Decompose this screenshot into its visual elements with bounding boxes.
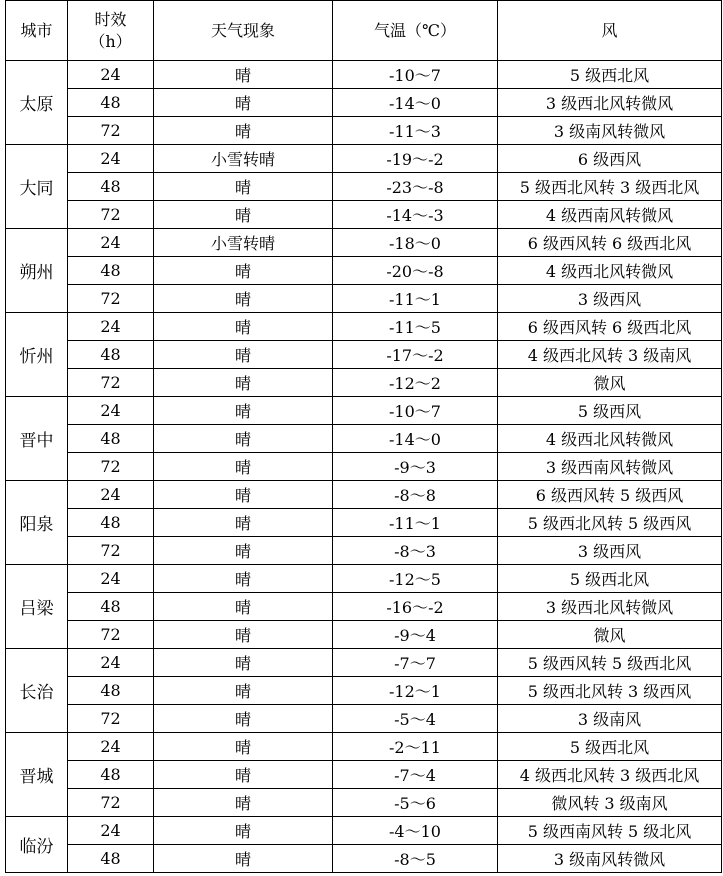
weather-cell: 晴 xyxy=(154,761,333,789)
period-cell: 24 xyxy=(68,145,154,173)
period-cell: 48 xyxy=(68,845,154,873)
temperature-cell: -23～-8 xyxy=(333,173,498,201)
temperature-cell: -10～7 xyxy=(333,397,498,425)
table-row xyxy=(6,201,722,229)
table-row xyxy=(6,89,722,117)
temperature-cell: -11～3 xyxy=(333,117,498,145)
period-cell: 48 xyxy=(68,341,154,369)
period-cell: 48 xyxy=(68,761,154,789)
wind-cell: 5 级西北风 xyxy=(498,733,722,761)
wind-cell: 5 级西南风转 5 级北风 xyxy=(498,817,722,845)
wind-cell: 微风转 3 级南风 xyxy=(498,789,722,817)
wind-cell: 6 级西风 xyxy=(498,145,722,173)
temperature-cell: -5～4 xyxy=(333,705,498,733)
header-city: 城市 xyxy=(6,1,68,61)
temperature-cell: -17～-2 xyxy=(333,341,498,369)
table-row xyxy=(6,733,722,761)
weather-cell: 晴 xyxy=(154,425,333,453)
weather-cell: 晴 xyxy=(154,845,333,873)
temperature-cell: -20～-8 xyxy=(333,257,498,285)
table-row xyxy=(6,845,722,873)
period-cell: 72 xyxy=(68,789,154,817)
weather-cell: 晴 xyxy=(154,817,333,845)
wind-cell: 微风 xyxy=(498,369,722,397)
weather-cell: 晴 xyxy=(154,61,333,89)
wind-cell: 3 级西南风转微风 xyxy=(498,453,722,481)
table-row xyxy=(6,593,722,621)
wind-cell: 6 级西风转 6 级西北风 xyxy=(498,313,722,341)
wind-cell: 5 级西北风转 5 级西风 xyxy=(498,509,722,537)
period-cell: 48 xyxy=(68,593,154,621)
weather-cell: 晴 xyxy=(154,733,333,761)
temperature-cell: -12～2 xyxy=(333,369,498,397)
city-cell: 太原 xyxy=(6,61,68,145)
table-row xyxy=(6,789,722,817)
wind-cell: 4 级西南风转微风 xyxy=(498,201,722,229)
period-cell: 72 xyxy=(68,285,154,313)
period-cell: 72 xyxy=(68,453,154,481)
city-cell: 忻州 xyxy=(6,313,68,397)
table-row xyxy=(6,677,722,705)
period-cell: 48 xyxy=(68,425,154,453)
wind-cell: 4 级西北风转微风 xyxy=(498,257,722,285)
weather-cell: 晴 xyxy=(154,369,333,397)
period-cell: 72 xyxy=(68,201,154,229)
header-period-line2: （h） xyxy=(89,31,132,51)
temperature-cell: -9～3 xyxy=(333,453,498,481)
table-row xyxy=(6,369,722,397)
temperature-cell: -19～-2 xyxy=(333,145,498,173)
period-cell: 24 xyxy=(68,481,154,509)
table-row xyxy=(6,565,722,593)
wind-cell: 3 级南风转微风 xyxy=(498,117,722,145)
wind-cell: 5 级西风 xyxy=(498,397,722,425)
city-cell: 临汾 xyxy=(6,817,68,873)
wind-cell: 3 级西风 xyxy=(498,537,722,565)
weather-cell: 小雪转晴 xyxy=(154,145,333,173)
table-row xyxy=(6,229,722,257)
temperature-cell: -14～-3 xyxy=(333,201,498,229)
header-wind: 风 xyxy=(498,1,722,61)
table-row xyxy=(6,509,722,537)
weather-cell: 晴 xyxy=(154,649,333,677)
city-cell: 阳泉 xyxy=(6,481,68,565)
period-cell: 24 xyxy=(68,313,154,341)
wind-cell: 6 级西风转 6 级西北风 xyxy=(498,229,722,257)
table-row xyxy=(6,313,722,341)
temperature-cell: -8～5 xyxy=(333,845,498,873)
weather-cell: 晴 xyxy=(154,201,333,229)
temperature-cell: -16～-2 xyxy=(333,593,498,621)
temperature-cell: -18～0 xyxy=(333,229,498,257)
period-cell: 24 xyxy=(68,649,154,677)
header-weather: 天气现象 xyxy=(154,1,333,61)
table-row xyxy=(6,397,722,425)
temperature-cell: -7～7 xyxy=(333,649,498,677)
weather-cell: 晴 xyxy=(154,397,333,425)
wind-cell: 微风 xyxy=(498,621,722,649)
wind-cell: 3 级南风 xyxy=(498,705,722,733)
weather-cell: 晴 xyxy=(154,257,333,285)
temperature-cell: -7～4 xyxy=(333,761,498,789)
wind-cell: 3 级西北风转微风 xyxy=(498,593,722,621)
header-temperature: 气温（℃） xyxy=(333,1,498,61)
city-cell: 朔州 xyxy=(6,229,68,313)
wind-cell: 5 级西北风转 3 级西风 xyxy=(498,677,722,705)
table-row xyxy=(6,537,722,565)
period-cell: 72 xyxy=(68,369,154,397)
table-row xyxy=(6,425,722,453)
city-cell: 吕梁 xyxy=(6,565,68,649)
period-cell: 48 xyxy=(68,509,154,537)
period-cell: 48 xyxy=(68,257,154,285)
temperature-cell: -8～3 xyxy=(333,537,498,565)
temperature-cell: -12～1 xyxy=(333,677,498,705)
temperature-cell: -5～6 xyxy=(333,789,498,817)
table-row xyxy=(6,117,722,145)
wind-cell: 4 级西北风转 3 级西北风 xyxy=(498,761,722,789)
wind-cell: 3 级西北风转微风 xyxy=(498,89,722,117)
period-cell: 72 xyxy=(68,621,154,649)
weather-cell: 晴 xyxy=(154,89,333,117)
weather-cell: 晴 xyxy=(154,677,333,705)
period-cell: 24 xyxy=(68,565,154,593)
weather-cell: 晴 xyxy=(154,509,333,537)
weather-cell: 晴 xyxy=(154,481,333,509)
table-row xyxy=(6,621,722,649)
header-period xyxy=(68,1,154,61)
temperature-cell: -14～0 xyxy=(333,89,498,117)
period-cell: 48 xyxy=(68,89,154,117)
wind-cell: 4 级西北风转 3 级南风 xyxy=(498,341,722,369)
period-cell: 24 xyxy=(68,229,154,257)
temperature-cell: -10～7 xyxy=(333,61,498,89)
table-row xyxy=(6,285,722,313)
weather-cell: 晴 xyxy=(154,341,333,369)
header-row xyxy=(6,1,722,61)
period-cell: 72 xyxy=(68,705,154,733)
period-cell: 24 xyxy=(68,61,154,89)
weather-cell: 晴 xyxy=(154,705,333,733)
table-row xyxy=(6,705,722,733)
temperature-cell: -11～5 xyxy=(333,313,498,341)
wind-cell: 5 级西北风转 3 级西北风 xyxy=(498,173,722,201)
wind-cell: 3 级西风 xyxy=(498,285,722,313)
weather-cell: 晴 xyxy=(154,453,333,481)
city-cell: 长治 xyxy=(6,649,68,733)
temperature-cell: -12～5 xyxy=(333,565,498,593)
weather-cell: 晴 xyxy=(154,621,333,649)
table-body xyxy=(6,61,722,873)
temperature-cell: -9～4 xyxy=(333,621,498,649)
temperature-cell: -11～1 xyxy=(333,509,498,537)
wind-cell: 4 级西北风转微风 xyxy=(498,425,722,453)
header-period-line1: 时效 xyxy=(94,9,127,29)
weather-cell: 晴 xyxy=(154,313,333,341)
table-row xyxy=(6,761,722,789)
table-row xyxy=(6,481,722,509)
period-cell: 72 xyxy=(68,537,154,565)
period-cell: 72 xyxy=(68,117,154,145)
weather-cell: 晴 xyxy=(154,285,333,313)
period-cell: 48 xyxy=(68,677,154,705)
temperature-cell: -14～0 xyxy=(333,425,498,453)
weather-cell: 晴 xyxy=(154,593,333,621)
weather-cell: 晴 xyxy=(154,173,333,201)
weather-cell: 晴 xyxy=(154,789,333,817)
wind-cell: 5 级西北风 xyxy=(498,565,722,593)
weather-cell: 晴 xyxy=(154,565,333,593)
period-cell: 24 xyxy=(68,733,154,761)
wind-cell: 3 级南风转微风 xyxy=(498,845,722,873)
wind-cell: 5 级西风转 5 级西北风 xyxy=(498,649,722,677)
temperature-cell: -4～10 xyxy=(333,817,498,845)
weather-cell: 小雪转晴 xyxy=(154,229,333,257)
weather-cell: 晴 xyxy=(154,537,333,565)
weather-cell: 晴 xyxy=(154,117,333,145)
temperature-cell: -11～1 xyxy=(333,285,498,313)
temperature-cell: -2～11 xyxy=(333,733,498,761)
city-cell: 大同 xyxy=(6,145,68,229)
temperature-cell: -8～8 xyxy=(333,481,498,509)
table-row xyxy=(6,453,722,481)
table-row xyxy=(6,257,722,285)
period-cell: 24 xyxy=(68,397,154,425)
table-row xyxy=(6,145,722,173)
period-cell: 24 xyxy=(68,817,154,845)
period-cell: 48 xyxy=(68,173,154,201)
wind-cell: 5 级西北风 xyxy=(498,61,722,89)
table-row xyxy=(6,817,722,845)
city-cell: 晋城 xyxy=(6,733,68,817)
table-row xyxy=(6,173,722,201)
forecast-table xyxy=(5,0,722,873)
table-row xyxy=(6,61,722,89)
table-row xyxy=(6,341,722,369)
table-row xyxy=(6,649,722,677)
city-cell: 晋中 xyxy=(6,397,68,481)
wind-cell: 6 级西风转 5 级西风 xyxy=(498,481,722,509)
